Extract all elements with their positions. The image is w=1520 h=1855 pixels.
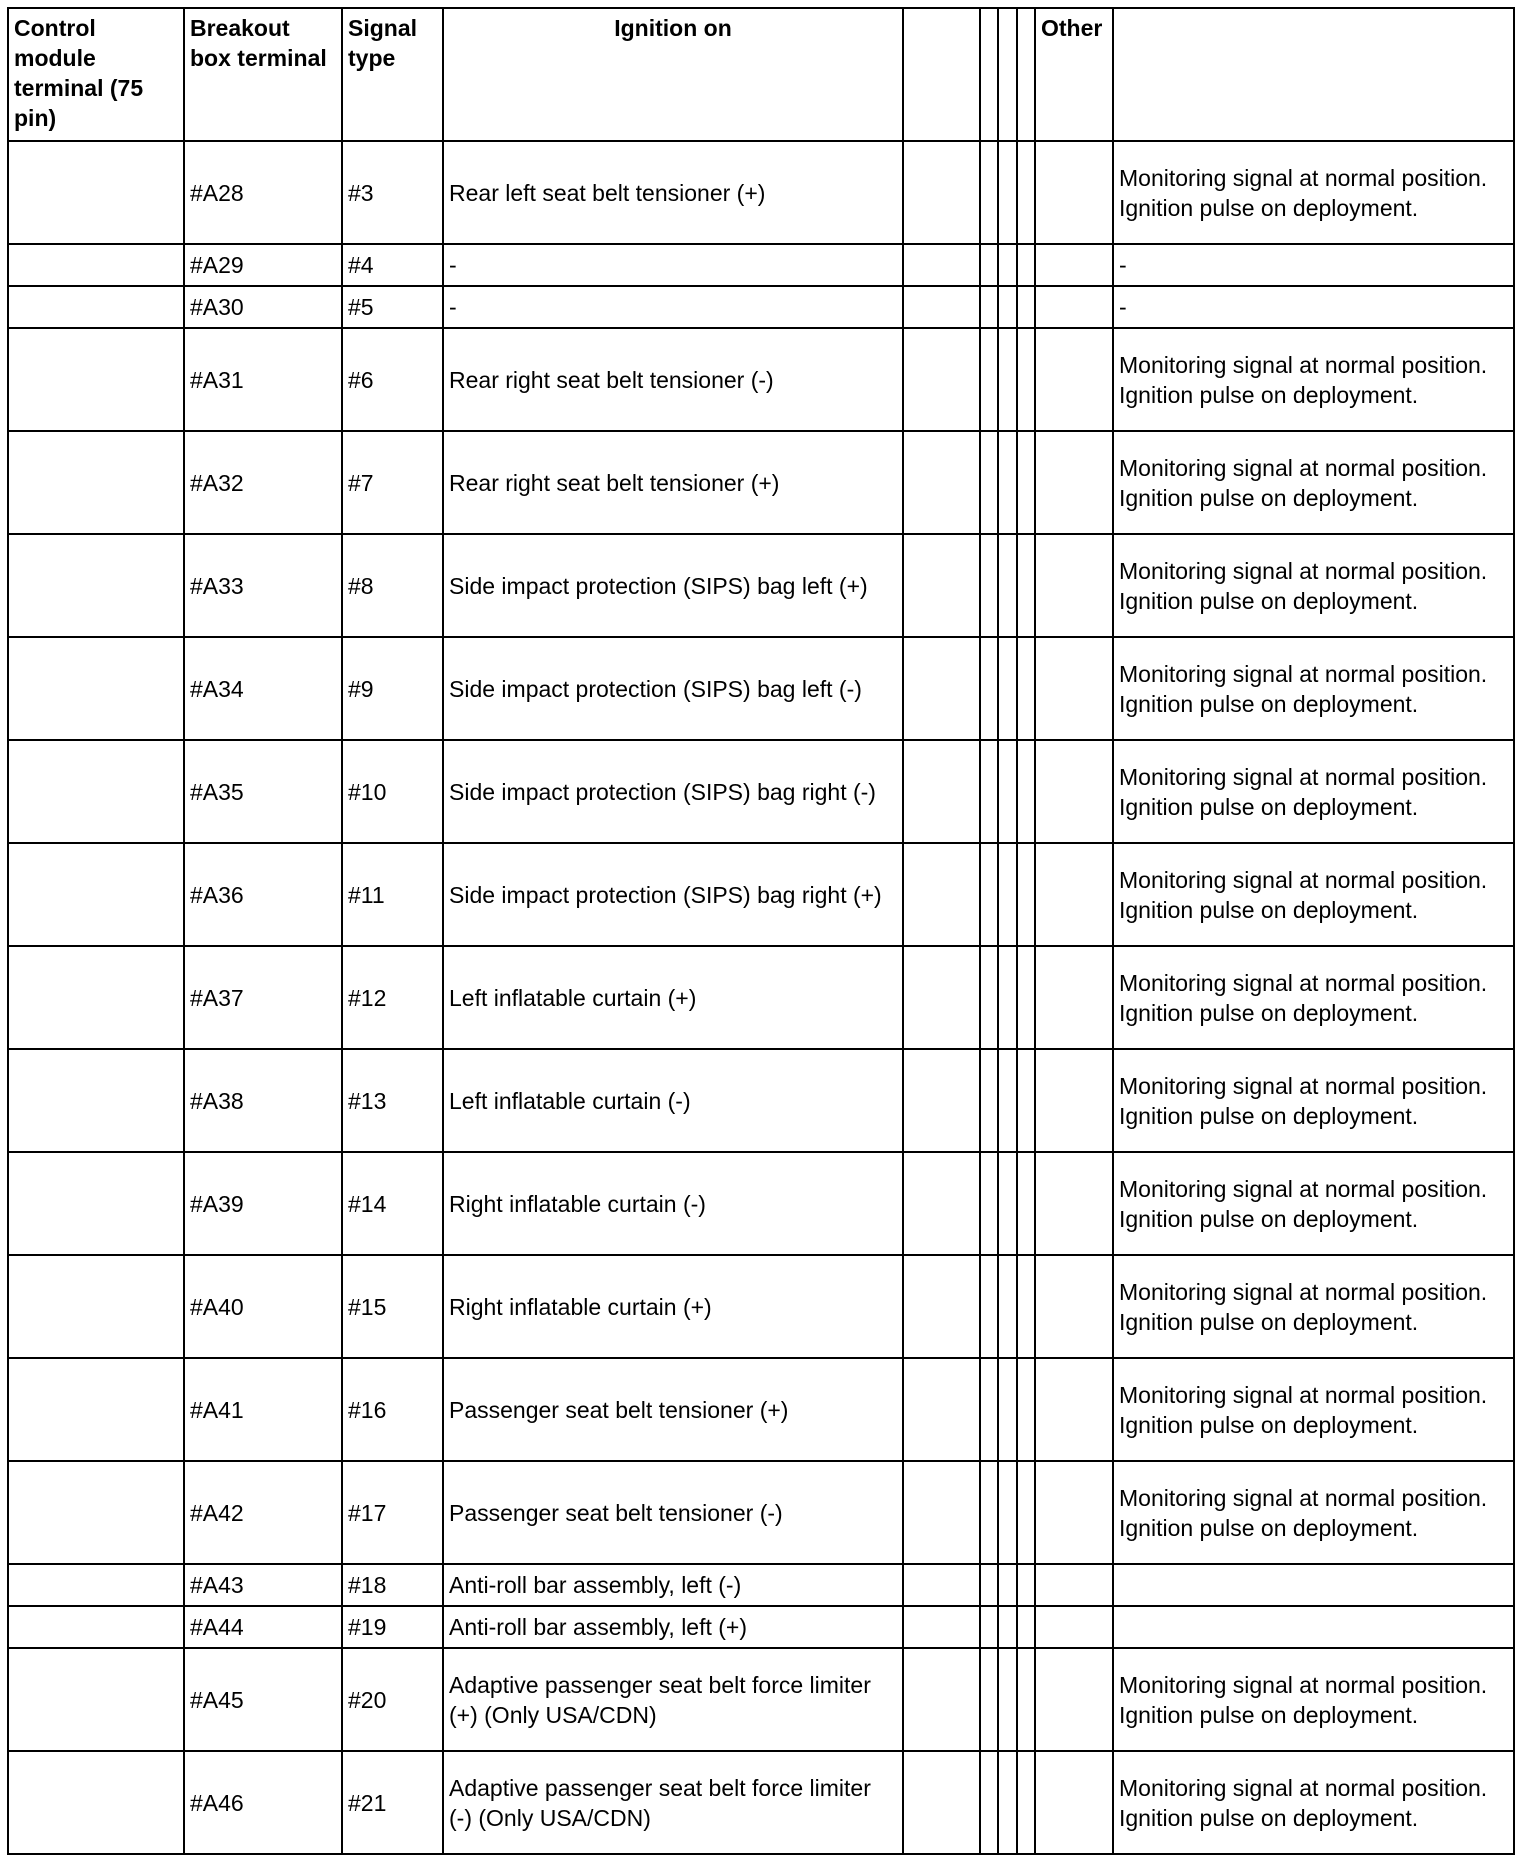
ignition-on-cell: Left inflatable curtain (+) (443, 946, 903, 1049)
blank-cell (998, 141, 1017, 244)
blank-cell (980, 1606, 998, 1648)
breakout-box-terminal-cell: #A29 (184, 244, 342, 286)
comment-cell (1113, 1606, 1514, 1648)
blank-cell (903, 1648, 980, 1751)
table-row (8, 244, 1514, 286)
breakout-box-terminal-cell: #A31 (184, 328, 342, 431)
table-row (8, 431, 1514, 534)
blank-cell (980, 946, 998, 1049)
blank-cell (980, 286, 998, 328)
signal-type-cell: #16 (342, 1358, 443, 1461)
blank-cell (903, 740, 980, 843)
blank-cell (903, 1255, 980, 1358)
signal-type-cell: #3 (342, 141, 443, 244)
comment-cell: Monitoring signal at normal position. Ignition pulse on deployment. (1113, 637, 1514, 740)
ignition-on-cell: Adaptive passenger seat belt force limiter (+) (Only USA/CDN) (443, 1648, 903, 1751)
other-cell (1035, 1358, 1113, 1461)
comment-cell: Monitoring signal at normal position. Ignition pulse on deployment. (1113, 141, 1514, 244)
signal-type-cell: #21 (342, 1751, 443, 1854)
blank-cell (980, 843, 998, 946)
control-module-terminal-cell (8, 328, 184, 431)
table-row (8, 1049, 1514, 1152)
terminal-table (7, 7, 1515, 1855)
blank-cell (998, 1564, 1017, 1606)
table-row (8, 946, 1514, 1049)
header-breakout-box-terminal: Breakout box terminal (184, 8, 342, 141)
control-module-terminal-cell (8, 1648, 184, 1751)
other-cell (1035, 431, 1113, 534)
other-cell (1035, 286, 1113, 328)
control-module-terminal-cell (8, 534, 184, 637)
blank-cell (980, 1049, 998, 1152)
header-signal-type: Signal type (342, 8, 443, 141)
blank-cell (903, 1564, 980, 1606)
table-row (8, 740, 1514, 843)
other-cell (1035, 637, 1113, 740)
blank-cell (980, 1152, 998, 1255)
comment-cell: Monitoring signal at normal position. Ignition pulse on deployment. (1113, 328, 1514, 431)
breakout-box-terminal-cell: #A41 (184, 1358, 342, 1461)
blank-cell (903, 328, 980, 431)
breakout-box-terminal-cell: #A40 (184, 1255, 342, 1358)
other-cell (1035, 1152, 1113, 1255)
control-module-terminal-cell (8, 1152, 184, 1255)
breakout-box-terminal-cell: #A42 (184, 1461, 342, 1564)
control-module-terminal-cell (8, 740, 184, 843)
blank-cell (903, 843, 980, 946)
signal-type-cell: #4 (342, 244, 443, 286)
blank-cell (998, 1461, 1017, 1564)
blank-cell (1017, 431, 1035, 534)
blank-cell (1017, 637, 1035, 740)
signal-type-cell: #15 (342, 1255, 443, 1358)
blank-cell (980, 534, 998, 637)
blank-cell (1017, 1606, 1035, 1648)
breakout-box-terminal-cell: #A46 (184, 1751, 342, 1854)
other-cell (1035, 946, 1113, 1049)
table-row (8, 1461, 1514, 1564)
blank-cell (980, 141, 998, 244)
other-cell (1035, 1564, 1113, 1606)
table-row (8, 534, 1514, 637)
blank-cell (903, 1461, 980, 1564)
blank-cell (903, 637, 980, 740)
table-row (8, 1564, 1514, 1606)
table-row (8, 141, 1514, 244)
comment-cell: Monitoring signal at normal position. Ignition pulse on deployment. (1113, 431, 1514, 534)
signal-type-cell: #17 (342, 1461, 443, 1564)
blank-cell (998, 244, 1017, 286)
other-cell (1035, 1606, 1113, 1648)
blank-cell (980, 637, 998, 740)
signal-type-cell: #13 (342, 1049, 443, 1152)
signal-type-cell: #19 (342, 1606, 443, 1648)
blank-cell (1017, 843, 1035, 946)
blank-cell (998, 740, 1017, 843)
header-blank-4 (1017, 8, 1035, 141)
ignition-on-cell: Right inflatable curtain (+) (443, 1255, 903, 1358)
blank-cell (1017, 141, 1035, 244)
header-row (8, 8, 1514, 141)
blank-cell (903, 286, 980, 328)
breakout-box-terminal-cell: #A32 (184, 431, 342, 534)
blank-cell (980, 740, 998, 843)
control-module-terminal-cell (8, 1606, 184, 1648)
table-row (8, 1152, 1514, 1255)
control-module-terminal-cell (8, 1751, 184, 1854)
table-row (8, 1606, 1514, 1648)
other-cell (1035, 843, 1113, 946)
blank-cell (998, 1751, 1017, 1854)
comment-cell: Monitoring signal at normal position. Ignition pulse on deployment. (1113, 1152, 1514, 1255)
control-module-terminal-cell (8, 1049, 184, 1152)
comment-cell: - (1113, 286, 1514, 328)
table-row (8, 328, 1514, 431)
blank-cell (1017, 286, 1035, 328)
header-blank-5 (1113, 8, 1514, 141)
table-row (8, 1751, 1514, 1854)
blank-cell (1017, 1564, 1035, 1606)
comment-cell: - (1113, 244, 1514, 286)
blank-cell (903, 946, 980, 1049)
blank-cell (980, 1648, 998, 1751)
blank-cell (980, 244, 998, 286)
blank-cell (998, 1152, 1017, 1255)
control-module-terminal-cell (8, 1255, 184, 1358)
blank-cell (903, 1606, 980, 1648)
signal-type-cell: #11 (342, 843, 443, 946)
comment-cell: Monitoring signal at normal position. Ignition pulse on deployment. (1113, 534, 1514, 637)
breakout-box-terminal-cell: #A34 (184, 637, 342, 740)
comment-cell (1113, 1564, 1514, 1606)
table-row (8, 286, 1514, 328)
blank-cell (903, 534, 980, 637)
blank-cell (980, 1751, 998, 1854)
blank-cell (1017, 1255, 1035, 1358)
blank-cell (998, 286, 1017, 328)
blank-cell (903, 1152, 980, 1255)
blank-cell (998, 1606, 1017, 1648)
comment-cell: Monitoring signal at normal position. Ignition pulse on deployment. (1113, 1751, 1514, 1854)
header-blank-1 (903, 8, 980, 141)
ignition-on-cell: - (443, 244, 903, 286)
blank-cell (980, 328, 998, 431)
table-row (8, 843, 1514, 946)
blank-cell (1017, 1751, 1035, 1854)
blank-cell (1017, 1152, 1035, 1255)
control-module-terminal-cell (8, 286, 184, 328)
blank-cell (903, 1751, 980, 1854)
breakout-box-terminal-cell: #A44 (184, 1606, 342, 1648)
control-module-terminal-cell (8, 1358, 184, 1461)
ignition-on-cell: Rear right seat belt tensioner (-) (443, 328, 903, 431)
blank-cell (998, 843, 1017, 946)
header-ignition-on: Ignition on (443, 8, 903, 141)
signal-type-cell: #18 (342, 1564, 443, 1606)
signal-type-cell: #7 (342, 431, 443, 534)
control-module-terminal-cell (8, 1564, 184, 1606)
comment-cell: Monitoring signal at normal position. Ignition pulse on deployment. (1113, 1255, 1514, 1358)
blank-cell (1017, 328, 1035, 431)
table-row (8, 1358, 1514, 1461)
blank-cell (998, 1358, 1017, 1461)
blank-cell (980, 1461, 998, 1564)
blank-cell (998, 1648, 1017, 1751)
blank-cell (903, 1358, 980, 1461)
comment-cell: Monitoring signal at normal position. Ignition pulse on deployment. (1113, 740, 1514, 843)
blank-cell (1017, 1461, 1035, 1564)
signal-type-cell: #12 (342, 946, 443, 1049)
breakout-box-terminal-cell: #A37 (184, 946, 342, 1049)
blank-cell (998, 946, 1017, 1049)
ignition-on-cell: - (443, 286, 903, 328)
breakout-box-terminal-cell: #A33 (184, 534, 342, 637)
signal-type-cell: #6 (342, 328, 443, 431)
breakout-box-terminal-cell: #A39 (184, 1152, 342, 1255)
blank-cell (903, 431, 980, 534)
signal-type-cell: #5 (342, 286, 443, 328)
other-cell (1035, 1751, 1113, 1854)
blank-cell (998, 1255, 1017, 1358)
ignition-on-cell: Right inflatable curtain (-) (443, 1152, 903, 1255)
blank-cell (998, 534, 1017, 637)
breakout-box-terminal-cell: #A38 (184, 1049, 342, 1152)
ignition-on-cell: Left inflatable curtain (-) (443, 1049, 903, 1152)
table-row (8, 1255, 1514, 1358)
blank-cell (1017, 1648, 1035, 1751)
control-module-terminal-cell (8, 431, 184, 534)
ignition-on-cell: Anti-roll bar assembly, left (+) (443, 1606, 903, 1648)
ignition-on-cell: Side impact protection (SIPS) bag right (-) (443, 740, 903, 843)
blank-cell (998, 1049, 1017, 1152)
comment-cell: Monitoring signal at normal position. Ignition pulse on deployment. (1113, 1648, 1514, 1751)
control-module-terminal-cell (8, 946, 184, 1049)
comment-cell: Monitoring signal at normal position. Ignition pulse on deployment. (1113, 946, 1514, 1049)
ignition-on-cell: Side impact protection (SIPS) bag left (+) (443, 534, 903, 637)
ignition-on-cell: Adaptive passenger seat belt force limiter (-) (Only USA/CDN) (443, 1751, 903, 1854)
ignition-on-cell: Rear right seat belt tensioner (+) (443, 431, 903, 534)
blank-cell (1017, 534, 1035, 637)
ignition-on-cell: Rear left seat belt tensioner (+) (443, 141, 903, 244)
breakout-box-terminal-cell: #A43 (184, 1564, 342, 1606)
control-module-terminal-cell (8, 244, 184, 286)
signal-type-cell: #14 (342, 1152, 443, 1255)
breakout-box-terminal-cell: #A30 (184, 286, 342, 328)
breakout-box-terminal-cell: #A28 (184, 141, 342, 244)
table-row (8, 637, 1514, 740)
other-cell (1035, 328, 1113, 431)
control-module-terminal-cell (8, 141, 184, 244)
header-other: Other (1035, 8, 1113, 141)
ignition-on-cell: Passenger seat belt tensioner (-) (443, 1461, 903, 1564)
blank-cell (998, 637, 1017, 740)
ignition-on-cell: Side impact protection (SIPS) bag left (-) (443, 637, 903, 740)
blank-cell (998, 431, 1017, 534)
table-row (8, 1648, 1514, 1751)
other-cell (1035, 244, 1113, 286)
comment-cell: Monitoring signal at normal position. Ignition pulse on deployment. (1113, 1358, 1514, 1461)
header-control-module-terminal: Control module terminal (75 pin) (8, 8, 184, 141)
signal-type-cell: #10 (342, 740, 443, 843)
blank-cell (903, 141, 980, 244)
other-cell (1035, 534, 1113, 637)
blank-cell (1017, 946, 1035, 1049)
blank-cell (1017, 1049, 1035, 1152)
control-module-terminal-cell (8, 843, 184, 946)
breakout-box-terminal-cell: #A45 (184, 1648, 342, 1751)
comment-cell: Monitoring signal at normal position. Ignition pulse on deployment. (1113, 1461, 1514, 1564)
blank-cell (1017, 244, 1035, 286)
blank-cell (903, 244, 980, 286)
other-cell (1035, 1461, 1113, 1564)
blank-cell (980, 1358, 998, 1461)
breakout-box-terminal-cell: #A35 (184, 740, 342, 843)
comment-cell: Monitoring signal at normal position. Ignition pulse on deployment. (1113, 1049, 1514, 1152)
ignition-on-cell: Anti-roll bar assembly, left (-) (443, 1564, 903, 1606)
comment-cell: Monitoring signal at normal position. Ignition pulse on deployment. (1113, 843, 1514, 946)
other-cell (1035, 141, 1113, 244)
blank-cell (980, 1564, 998, 1606)
blank-cell (980, 1255, 998, 1358)
ignition-on-cell: Passenger seat belt tensioner (+) (443, 1358, 903, 1461)
signal-type-cell: #20 (342, 1648, 443, 1751)
ignition-on-cell: Side impact protection (SIPS) bag right (+) (443, 843, 903, 946)
other-cell (1035, 1648, 1113, 1751)
other-cell (1035, 1255, 1113, 1358)
header-blank-2 (980, 8, 998, 141)
signal-type-cell: #9 (342, 637, 443, 740)
blank-cell (980, 431, 998, 534)
breakout-box-terminal-cell: #A36 (184, 843, 342, 946)
blank-cell (903, 1049, 980, 1152)
header-blank-3 (998, 8, 1017, 141)
other-cell (1035, 740, 1113, 843)
blank-cell (1017, 1358, 1035, 1461)
other-cell (1035, 1049, 1113, 1152)
blank-cell (998, 328, 1017, 431)
control-module-terminal-cell (8, 1461, 184, 1564)
control-module-terminal-cell (8, 637, 184, 740)
signal-type-cell: #8 (342, 534, 443, 637)
blank-cell (1017, 740, 1035, 843)
